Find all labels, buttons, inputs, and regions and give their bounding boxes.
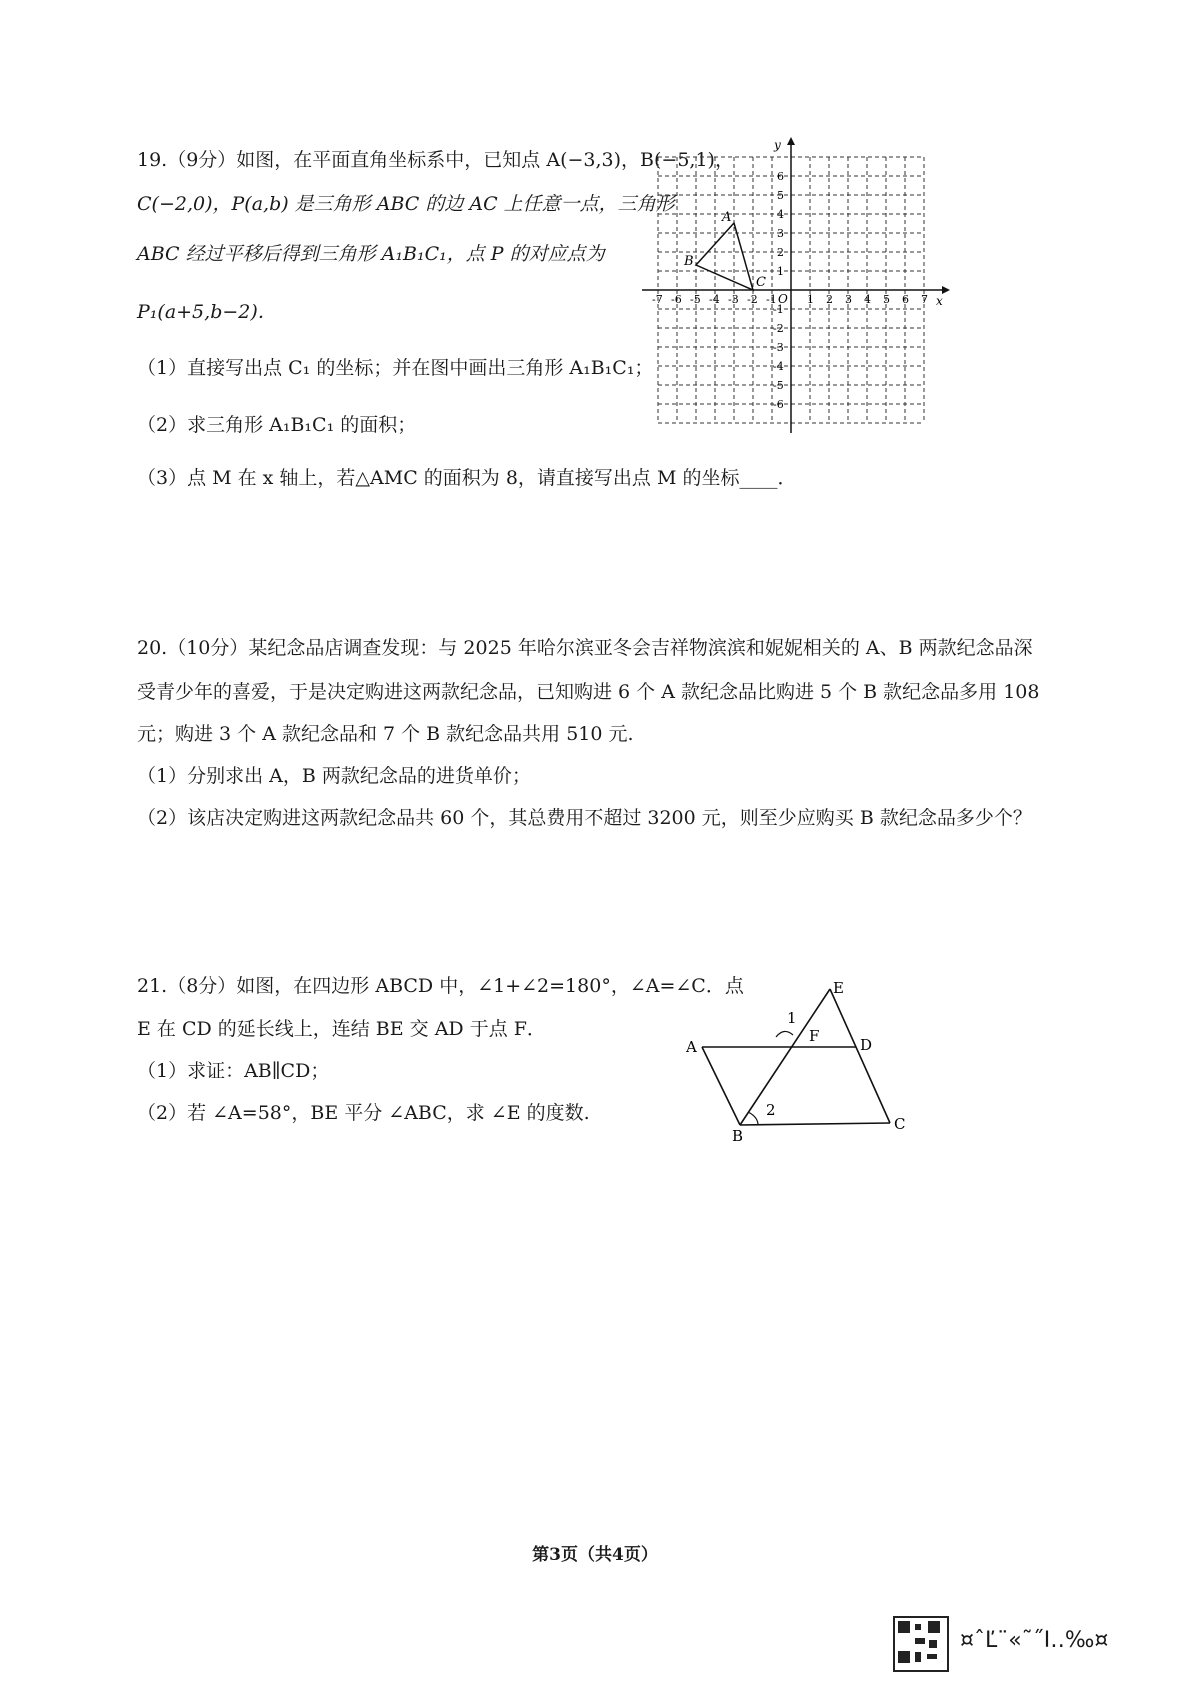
y-axis-label: y [774, 138, 781, 152]
segment-ce [830, 989, 890, 1123]
point-a-label: A [722, 210, 732, 225]
label-angle-1: 1 [787, 1009, 797, 1027]
q20-part2: （2）该店决定购进这两款纪念品共 60 个，其总费用不超过 3200 元，则至少应购买 B 款纪念品多少个？ [137, 807, 1032, 829]
point-c-label: C [756, 275, 766, 290]
y-tick-label: -5 [773, 379, 784, 392]
y-tick-label: 3 [777, 227, 784, 240]
qr-code-icon [893, 1616, 949, 1672]
q20-part1: （1）分别求出 A，B 两款纪念品的进货单价； [137, 765, 531, 787]
y-tick-label: -3 [773, 341, 784, 354]
x-tick-label: 7 [921, 293, 928, 306]
label-a: A [686, 1038, 697, 1056]
scan-mark: ¤ˆĽ¨«˜˝Ι‥‰¤ [960, 1628, 1109, 1653]
q21-line2: E 在 CD 的延长线上，连结 BE 交 AD 于点 F． [137, 1018, 546, 1040]
q20-line2: 受青少年的喜爱，于是决定购进这两款纪念品，已知购进 6 个 A 款纪念品比购进 5 个 B 款纪念品多用 108 [137, 681, 1040, 703]
q21-part2: （2）若 ∠A=58°，BE 平分 ∠ABC，求 ∠E 的度数. [137, 1102, 590, 1124]
x-tick-label: 3 [845, 293, 852, 306]
label-b: B [732, 1127, 744, 1145]
label-d: D [860, 1036, 873, 1054]
segment-bc [740, 1123, 890, 1125]
y-tick-label: 2 [777, 246, 784, 259]
angle-2-arc [748, 1112, 758, 1125]
q19-part1: （1）直接写出点 C₁ 的坐标；并在图中画出三角形 A₁B₁C₁； [137, 357, 654, 379]
q19-line3: ABC 经过平移后得到三角形 A₁B₁C₁，点 P 的对应点为 [137, 243, 605, 265]
label-c: C [894, 1115, 906, 1133]
x-tick-label: -1 [766, 293, 777, 306]
x-tick-label: -2 [747, 293, 758, 306]
y-tick-label: -6 [773, 398, 784, 411]
q19-line4: P₁(a+5,b−2)． [137, 301, 277, 323]
y-tick-label: 5 [777, 189, 784, 202]
q19-part3: （3）点 M 在 x 轴上，若△AMC 的面积为 8，请直接写出点 M 的坐标____． [137, 467, 797, 489]
point-b-label: B [684, 254, 694, 269]
y-tick-label: -2 [773, 322, 784, 335]
angle-1-arc [776, 1031, 793, 1037]
y-axis-arrow-icon [787, 137, 795, 145]
label-angle-2: 2 [766, 1101, 776, 1119]
q20-line3: 元；购进 3 个 A 款纪念品和 7 个 B 款纪念品共用 510 元. [137, 723, 634, 745]
x-axis-label: x [936, 294, 943, 308]
q21-part1: （1）求证：AB∥CD； [137, 1060, 330, 1082]
x-axis-arrow-icon [942, 286, 950, 294]
q19-line1: 19.（9分）如图，在平面直角坐标系中，已知点 A(−3,3)，B(−5,1)， [137, 149, 734, 171]
y-tick-label: -4 [773, 360, 784, 373]
y-tick-label: 1 [777, 265, 784, 278]
x-tick-label: -7 [652, 293, 663, 306]
q20-line1: 20.（10分）某纪念品店调查发现：与 2025 年哈尔滨亚冬会吉祥物滨滨和妮妮相关的 A、B 两款纪念品深 [137, 637, 1033, 659]
q19-part2: （2）求三角形 A₁B₁C₁ 的面积； [137, 414, 417, 436]
x-tick-label: 6 [902, 293, 909, 306]
x-tick-label: -6 [671, 293, 682, 306]
x-tick-label: -4 [709, 293, 720, 306]
y-tick-label: 6 [777, 170, 784, 183]
q21-line1: 21.（8分）如图，在四边形 ABCD 中，∠1+∠2=180°，∠A=∠C．点 [137, 975, 744, 997]
label-e: E [833, 979, 844, 997]
x-tick-label: 1 [807, 293, 814, 306]
x-tick-label: 4 [864, 293, 871, 306]
x-tick-label: 5 [883, 293, 890, 306]
label-f: F [809, 1027, 820, 1045]
y-tick-label: -1 [773, 303, 784, 316]
x-tick-label: -3 [728, 293, 739, 306]
x-tick-label: 2 [826, 293, 833, 306]
page-footer: 第3页（共4页） [532, 1545, 658, 1565]
y-tick-label: 4 [777, 208, 784, 221]
origin-label: O [778, 292, 788, 306]
x-tick-label: -5 [690, 293, 701, 306]
segment-ab [702, 1047, 740, 1125]
q21-quadrilateral-figure [680, 975, 910, 1145]
q19-coordinate-grid [640, 135, 952, 435]
q19-line2: C(−2,0)，P(a,b) 是三角形 ABC 的边 AC 上任意一点，三角形 [137, 193, 675, 215]
segment-be [740, 989, 830, 1125]
